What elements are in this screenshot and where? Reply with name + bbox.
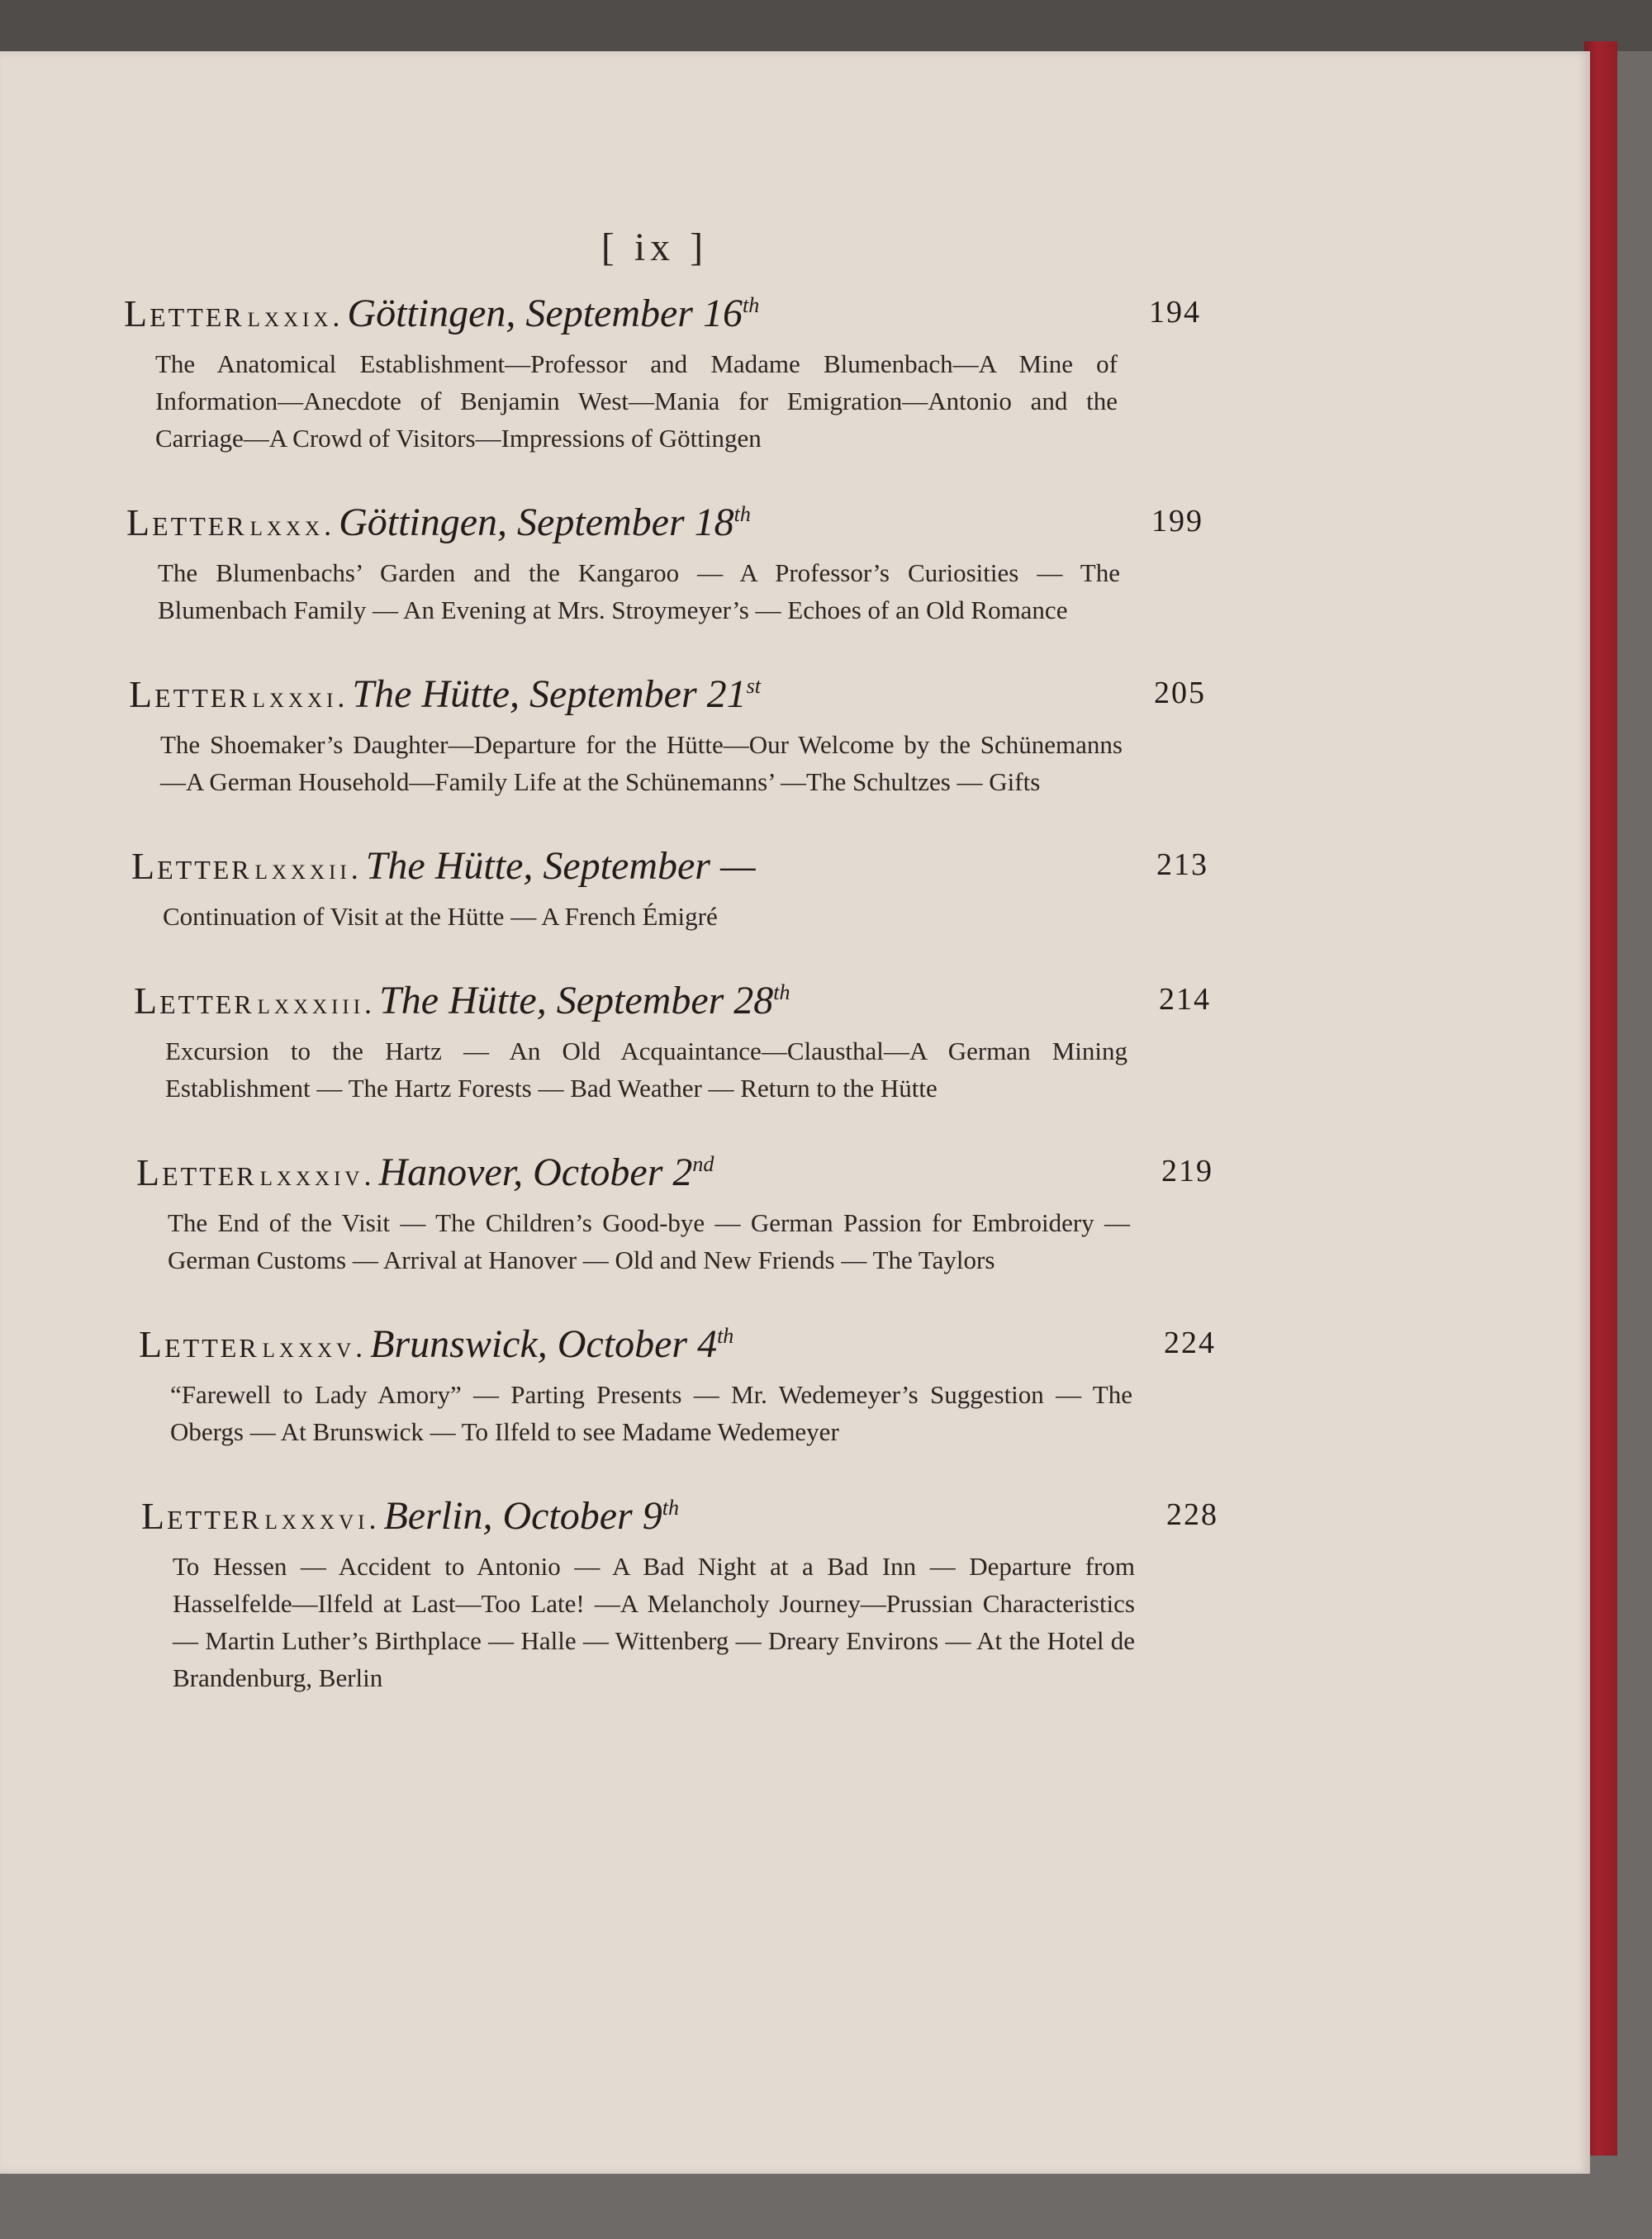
letter-label: Letter bbox=[136, 1151, 257, 1193]
letter-label: Letter bbox=[126, 501, 247, 543]
place-date: The Hütte, September 28th bbox=[379, 979, 790, 1022]
letter-label: Letter bbox=[139, 1323, 259, 1365]
toc-entry bbox=[136, 1150, 1213, 1278]
letter-label: Letter bbox=[131, 845, 252, 887]
toc-entry bbox=[141, 1493, 1218, 1696]
letter-numeral: lxxxi. bbox=[252, 681, 349, 714]
letter-numeral: lxxxvi. bbox=[264, 1502, 381, 1535]
page-reference: 213 bbox=[1156, 847, 1208, 882]
place-date: The Hütte, September 21st bbox=[352, 672, 761, 716]
toc-entry bbox=[126, 500, 1203, 629]
letter-numeral: lxxix. bbox=[247, 300, 344, 333]
page-number: [ ix ] bbox=[601, 225, 709, 269]
toc-entry-heading bbox=[141, 1493, 1218, 1548]
letter-numeral: lxxxv. bbox=[262, 1331, 368, 1364]
letter-numeral: lxxxii. bbox=[254, 852, 363, 885]
page-reference: 228 bbox=[1166, 1497, 1218, 1532]
toc-entry-heading bbox=[131, 843, 1208, 898]
letter-summary: To Hessen — Accident to Antonio — A Bad Night at a Bad Inn — Departure from Hasselfelde—Ilfeld at Last—Too Late! —A Melancholy Journey—Prussian Characteristics — Martin Luther’s Birthplace — Halle — Wittenberg — Dreary Environs — At the Hotel de Brandenburg, Berlin bbox=[173, 1552, 1135, 1692]
place-date: Hanover, October 2nd bbox=[378, 1150, 714, 1194]
page-reference: 214 bbox=[1159, 982, 1211, 1017]
letter-summary: Continuation of Visit at the Hütte — A French Émigré bbox=[163, 902, 718, 931]
toc-entry-heading bbox=[126, 500, 1203, 554]
toc-entry-heading bbox=[134, 978, 1211, 1032]
toc-entry bbox=[124, 291, 1201, 457]
letter-label: Letter bbox=[129, 673, 249, 715]
place-date: Göttingen, September 18th bbox=[339, 500, 751, 544]
place-date: Göttingen, September 16th bbox=[347, 292, 760, 335]
toc-entry bbox=[131, 843, 1208, 935]
place-date: Brunswick, October 4th bbox=[370, 1322, 734, 1366]
page-reference: 205 bbox=[1154, 676, 1206, 710]
letter-summary: The Shoemaker’s Daughter—Departure for the Hütte—Our Welcome by the Schünemanns —A German Household—Family Life at the Schünemanns’ —The Schultzes — Gifts bbox=[160, 730, 1123, 796]
letter-numeral: lxxxiii. bbox=[257, 987, 377, 1020]
place-date: The Hütte, September — bbox=[365, 844, 756, 888]
letter-summary: The End of the Visit — The Children’s Good-bye — German Passion for Embroidery — German Customs — Arrival at Hanover — Old and New Friends — The Taylors bbox=[168, 1208, 1130, 1274]
book-page bbox=[0, 51, 1590, 2174]
letter-numeral: lxxxiv. bbox=[259, 1159, 376, 1192]
toc-entry bbox=[139, 1321, 1216, 1450]
scan-backdrop bbox=[0, 0, 1652, 51]
place-date: Berlin, October 9th bbox=[383, 1494, 679, 1538]
toc-entry-heading bbox=[136, 1150, 1213, 1204]
toc-entry bbox=[134, 978, 1211, 1107]
letter-label: Letter bbox=[134, 980, 254, 1022]
letter-summary: The Anatomical Establishment—Professor and Madame Blumenbach—A Mine of Information—Anecdote of Benjamin West—Mania for Emigration—Antonio and the Carriage—A Crowd of Visitors—Impressions of Göttingen bbox=[155, 349, 1118, 453]
letter-summary: The Blumenbachs’ Garden and the Kangaroo — A Professor’s Curiosities — The Blumenbach Family — An Evening at Mrs. Stroymeyer’s — Echoes of an Old Romance bbox=[158, 558, 1120, 624]
letter-label: Letter bbox=[141, 1495, 262, 1537]
page-reference: 199 bbox=[1151, 504, 1203, 538]
page-reference: 219 bbox=[1161, 1154, 1213, 1188]
toc-entry-heading bbox=[124, 291, 1201, 345]
letter-label: Letter bbox=[124, 292, 244, 334]
page-reference: 194 bbox=[1149, 295, 1201, 330]
page-reference: 224 bbox=[1164, 1326, 1216, 1360]
letter-summary: “Farewell to Lady Amory” — Parting Presents — Mr. Wedemeyer’s Suggestion — The Obergs — At Brunswick — To Ilfeld to see Madame Wedemeyer bbox=[170, 1380, 1132, 1446]
letter-numeral: lxxx. bbox=[249, 509, 336, 542]
toc-entry-heading bbox=[139, 1321, 1216, 1376]
toc-entry-heading bbox=[129, 671, 1206, 726]
letter-summary: Excursion to the Hartz — An Old Acquaintance—Clausthal—A German Mining Establishment — The Hartz Forests — Bad Weather — Return to the Hütte bbox=[165, 1036, 1127, 1103]
table-of-contents bbox=[124, 291, 1218, 1739]
toc-entry bbox=[129, 671, 1206, 800]
